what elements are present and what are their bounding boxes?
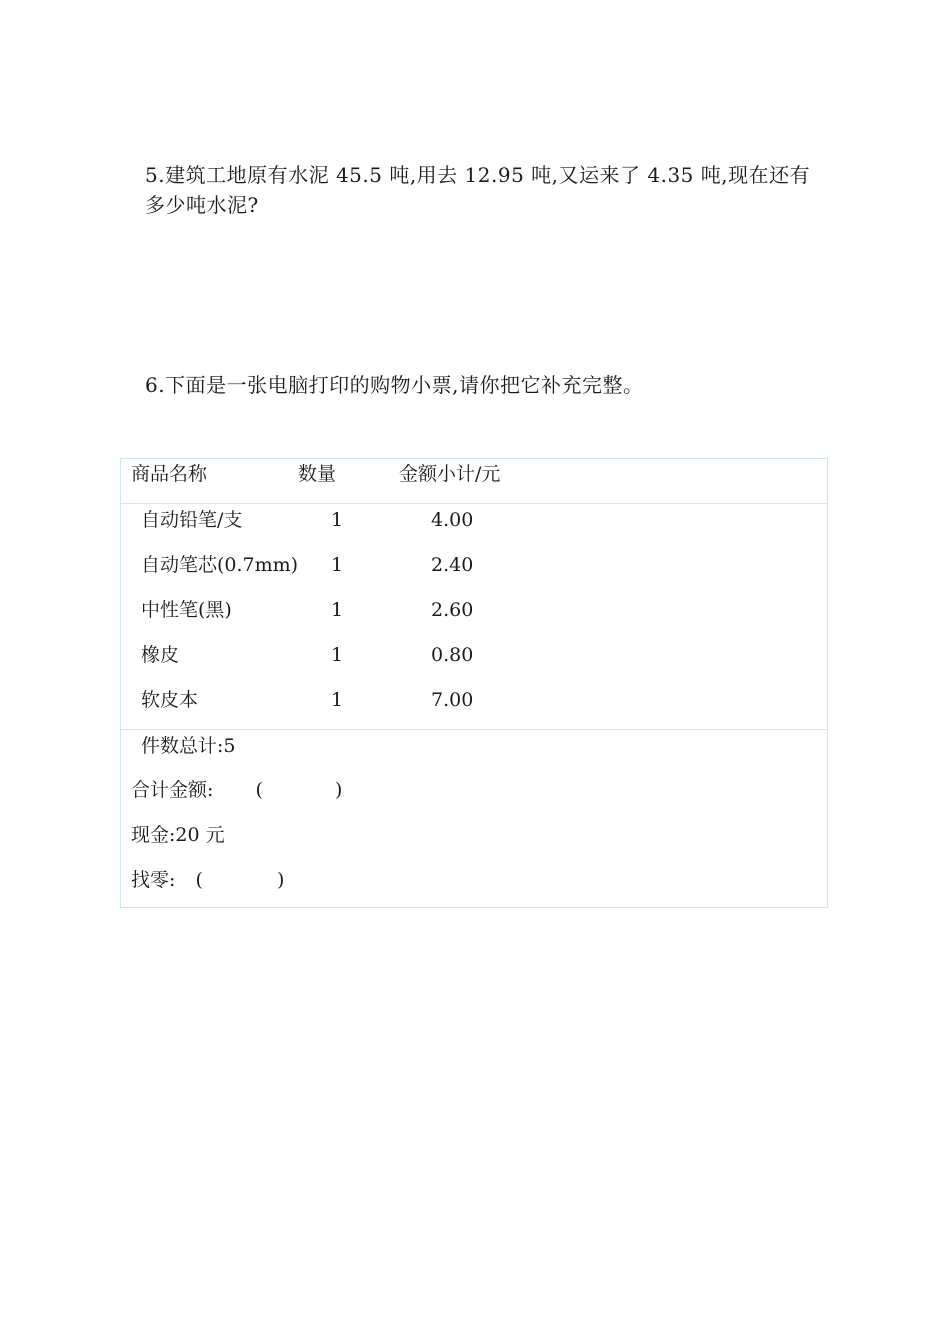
footer-divider — [121, 729, 827, 730]
question-5-text: 5.建筑工地原有水泥 45.5 吨,用去 12.95 吨,又运来了 4.35 吨,现在还有多少吨水泥? — [145, 163, 811, 217]
row-quantity: 1 — [331, 689, 344, 711]
total-count: 件数总计:5 — [141, 735, 236, 757]
row-quantity: 1 — [331, 554, 344, 576]
row-amount: 4.00 — [431, 509, 474, 531]
row-amount: 7.00 — [431, 689, 474, 711]
row-amount: 0.80 — [431, 644, 474, 666]
row-item-name: 自动笔芯(0.7mm) — [141, 554, 299, 576]
row-amount: 2.40 — [431, 554, 474, 576]
header-quantity: 数量 — [298, 463, 337, 485]
total-amount-line — [131, 777, 342, 803]
row-item-name: 软皮本 — [141, 689, 199, 711]
row-quantity: 1 — [331, 599, 344, 621]
change-label: 找零: — [131, 869, 176, 891]
shopping-receipt — [120, 458, 828, 908]
row-item-name: 自动铅笔/支 — [141, 509, 243, 531]
row-quantity: 1 — [331, 644, 344, 666]
question-6-text: 6.下面是一张电脑打印的购物小票,请你把它补充完整。 — [145, 373, 644, 397]
total-amount-close-paren: ) — [335, 779, 343, 801]
row-item-name: 橡皮 — [141, 644, 180, 666]
header-item-name: 商品名称 — [131, 463, 208, 485]
cash-paid: 现金:20 元 — [131, 824, 225, 846]
row-item-name: 中性笔(黑) — [141, 599, 232, 621]
header-divider — [121, 503, 827, 504]
total-amount-open-paren: ( — [255, 779, 263, 801]
total-amount-label: 合计金额: — [131, 779, 214, 801]
row-quantity: 1 — [331, 509, 344, 531]
row-amount: 2.60 — [431, 599, 474, 621]
header-amount: 金额小计/元 — [399, 463, 501, 485]
change-line — [131, 867, 284, 893]
change-open-paren: ( — [195, 869, 203, 891]
change-close-paren: ) — [277, 869, 285, 891]
